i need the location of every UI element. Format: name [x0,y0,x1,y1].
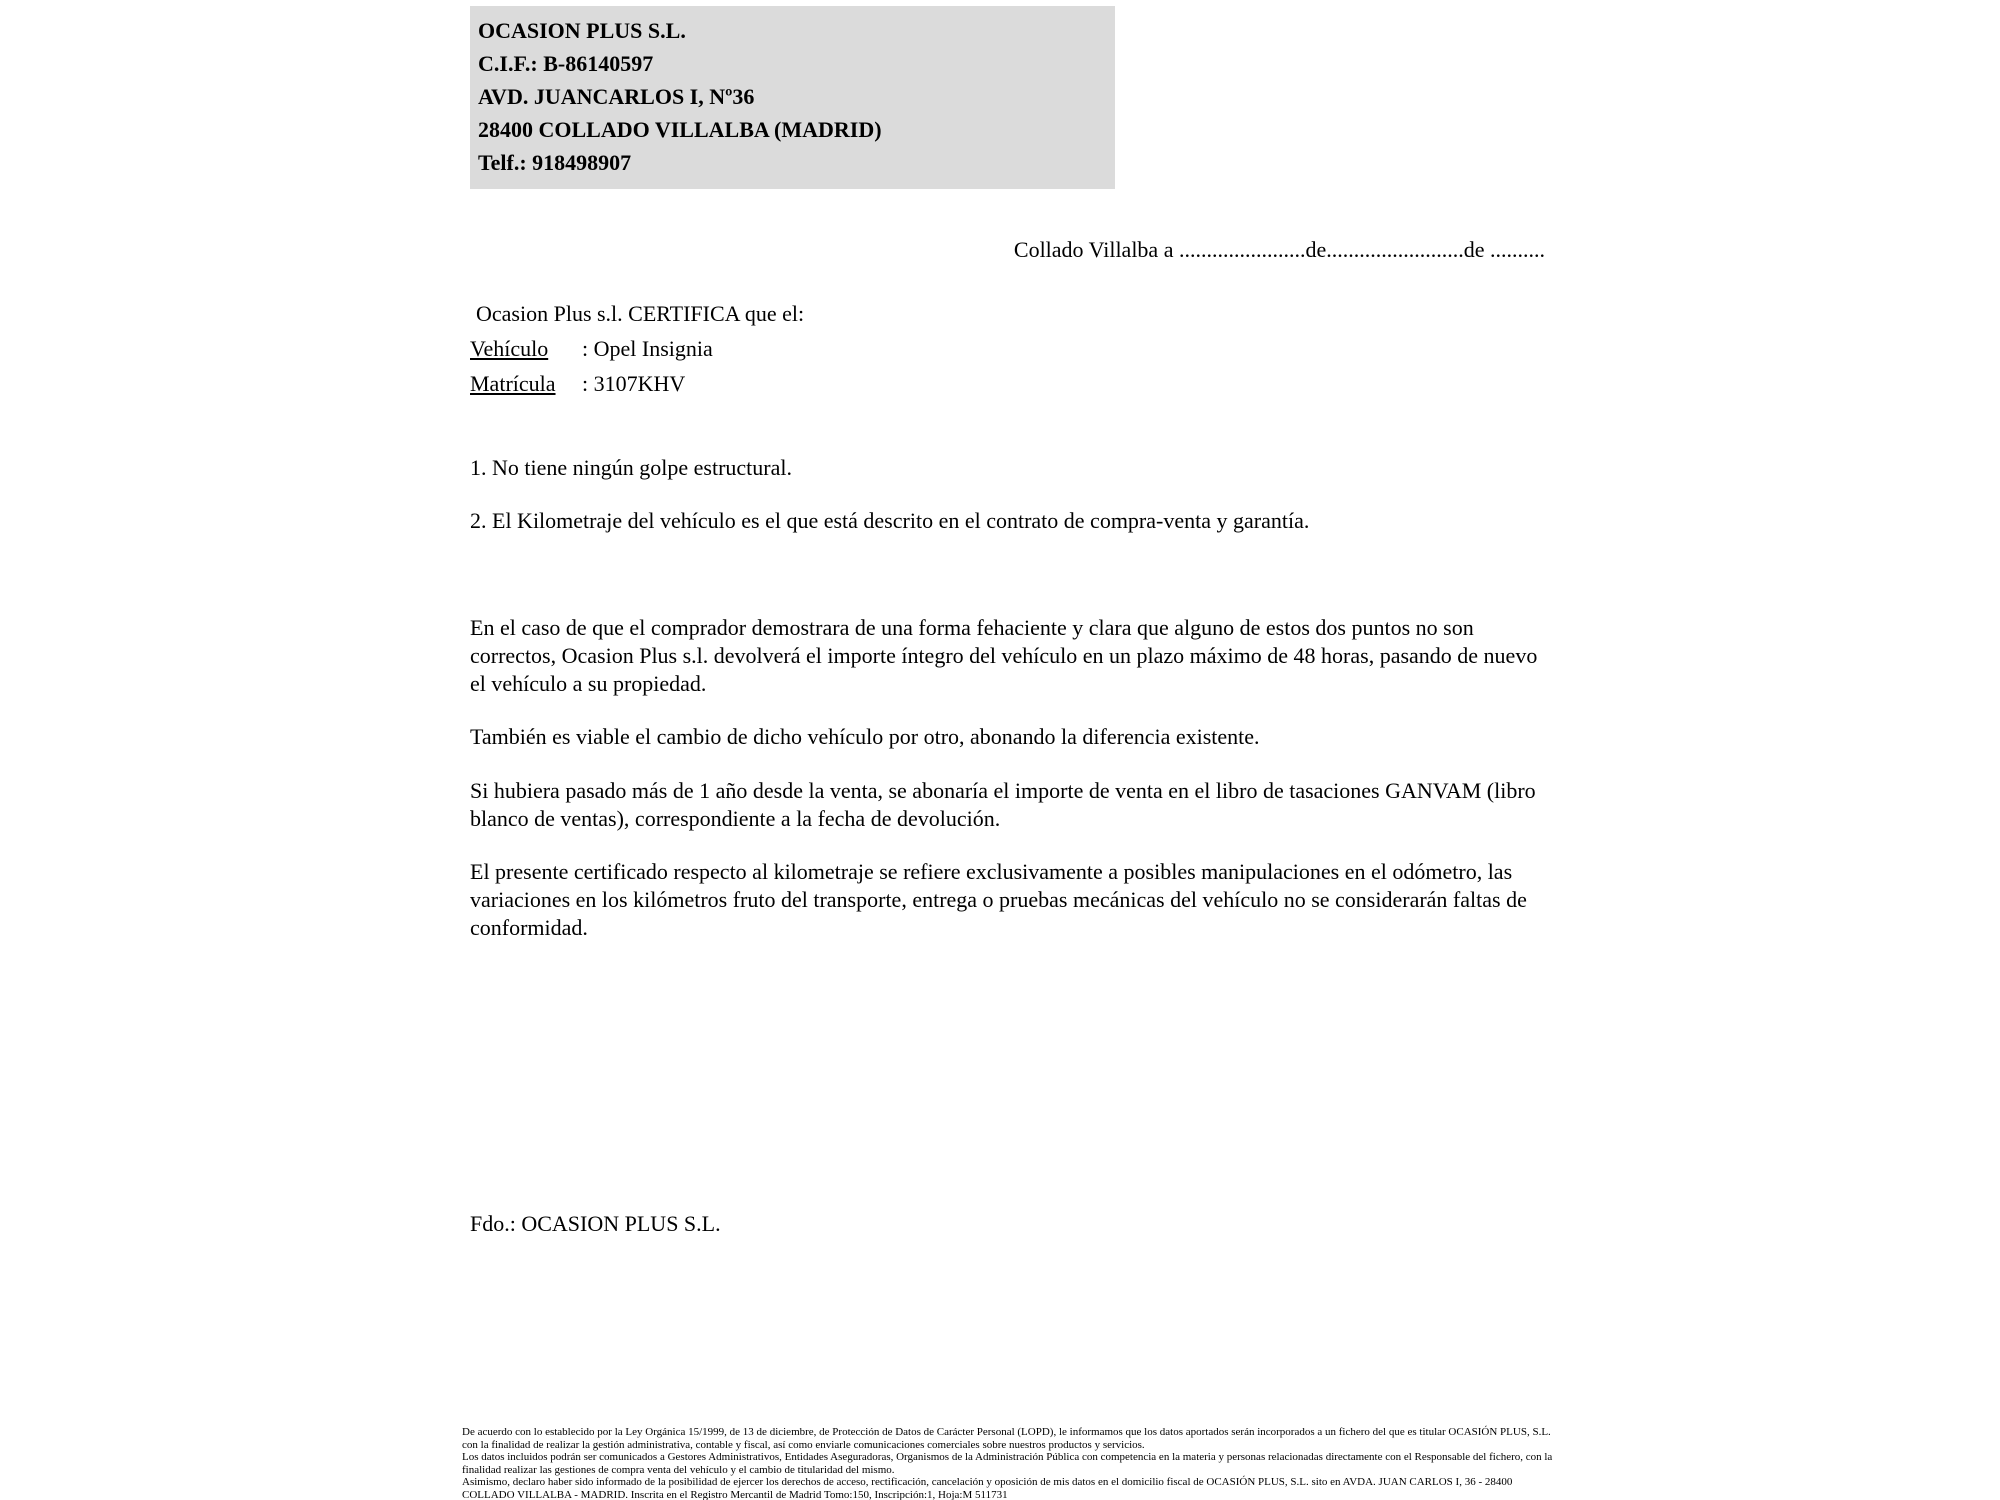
body-paragraph-1: En el caso de que el comprador demostrara de una forma fehaciente y clara que alguno de estos dos puntos no son correctos, Ocasion Plus s.l. devolverá el importe íntegro del vehículo en un plazo máximo de 48 horas, pasando de nuevo el vehículo a su propiedad. [470,615,1538,696]
body-paragraph-2: También es viable el cambio de dicho vehículo por otro, abonando la diferencia existente. [470,724,1260,749]
plate-row [470,370,1545,398]
certification-intro: Ocasion Plus s.l. CERTIFICA que el: [476,301,805,326]
date-line: Collado Villalba a .......................de.........................de .......... [1013,237,1545,262]
signature-line: Fdo.: OCASION PLUS S.L. [470,1211,721,1236]
vehicle-label: Vehículo [470,336,549,361]
certification-point-2: 2. El Kilometraje del vehículo es el que está descrito en el contrato de compra-venta y garantía. [470,508,1310,533]
legal-paragraph-data-sharing: Los datos incluidos podrán ser comunicados a Gestores Administrativos, Entidades Aseguradoras, Organismos de la Administración Pública con competencia en la materia y personas relacionadas directamente con el Responsable del fichero, con la finalidad realizar las gestiones de compra venta del vehículo y el cambio de titularidad del mismo. [462,1451,1553,1476]
body-paragraph-4: El presente certificado respecto al kilometraje se refiere exclusivamente a posibles manipulaciones en el odómetro, las variaciones en los kilómetros fruto del transporte, entrega o pruebas mecánicas del vehículo no se considerarán faltas de conformidad. [470,859,1527,940]
legal-paragraph-rights: Asimismo, declaro haber sido informado de la posibilidad de ejercer los derechos de acceso, rectificación, cancelación y oposición de mis datos en el domicilio fiscal de OCASIÓN PLUS, S.L. sito en AVDA. JUAN CARLOS I, 36 - 28400 COLLADO VILLALBA - MADRID. Inscrita en el Registro Mercantil de Madrid Tomo:150, Inscripción:1, Hoja:M 511731 [462,1476,1513,1500]
company-address: AVD. JUANCARLOS I, Nº36 [478,84,755,109]
legal-paragraph-lopd: De acuerdo con lo establecido por la Ley Orgánica 15/1999, de 13 de diciembre, de Protección de Datos de Carácter Personal (LOPD), le informamos que los datos aportados serán incorporados a un fichero del que es titular OCASIÓN PLUS, S.L. con la finalidad de realizar la gestión administrativa, contable y fiscal, así como enviarle comunicaciones comerciales sobre nuestros productos y servicios. [462,1426,1551,1451]
company-city: 28400 COLLADO VILLALBA (MADRID) [478,117,882,142]
company-header-box [470,6,1115,189]
plate-label: Matrícula [470,371,556,396]
plate-value: 3107KHV [593,371,686,396]
company-name: OCASION PLUS S.L. [478,18,686,43]
plate-separator: : [582,371,589,396]
company-cif: C.I.F.: B-86140597 [478,51,654,76]
vehicle-row [470,335,1545,363]
vehicle-value: Opel Insignia [593,336,713,361]
company-phone: Telf.: 918498907 [478,150,632,175]
vehicle-separator: : [582,336,589,361]
legal-footer [462,1426,1554,1500]
body-paragraph-3: Si hubiera pasado más de 1 año desde la venta, se abonaría el importe de venta en el libro de tasaciones GANVAM (libro blanco de ventas), correspondiente a la fecha de devolución. [470,778,1536,831]
certification-point-1: 1. No tiene ningún golpe estructural. [470,455,792,480]
